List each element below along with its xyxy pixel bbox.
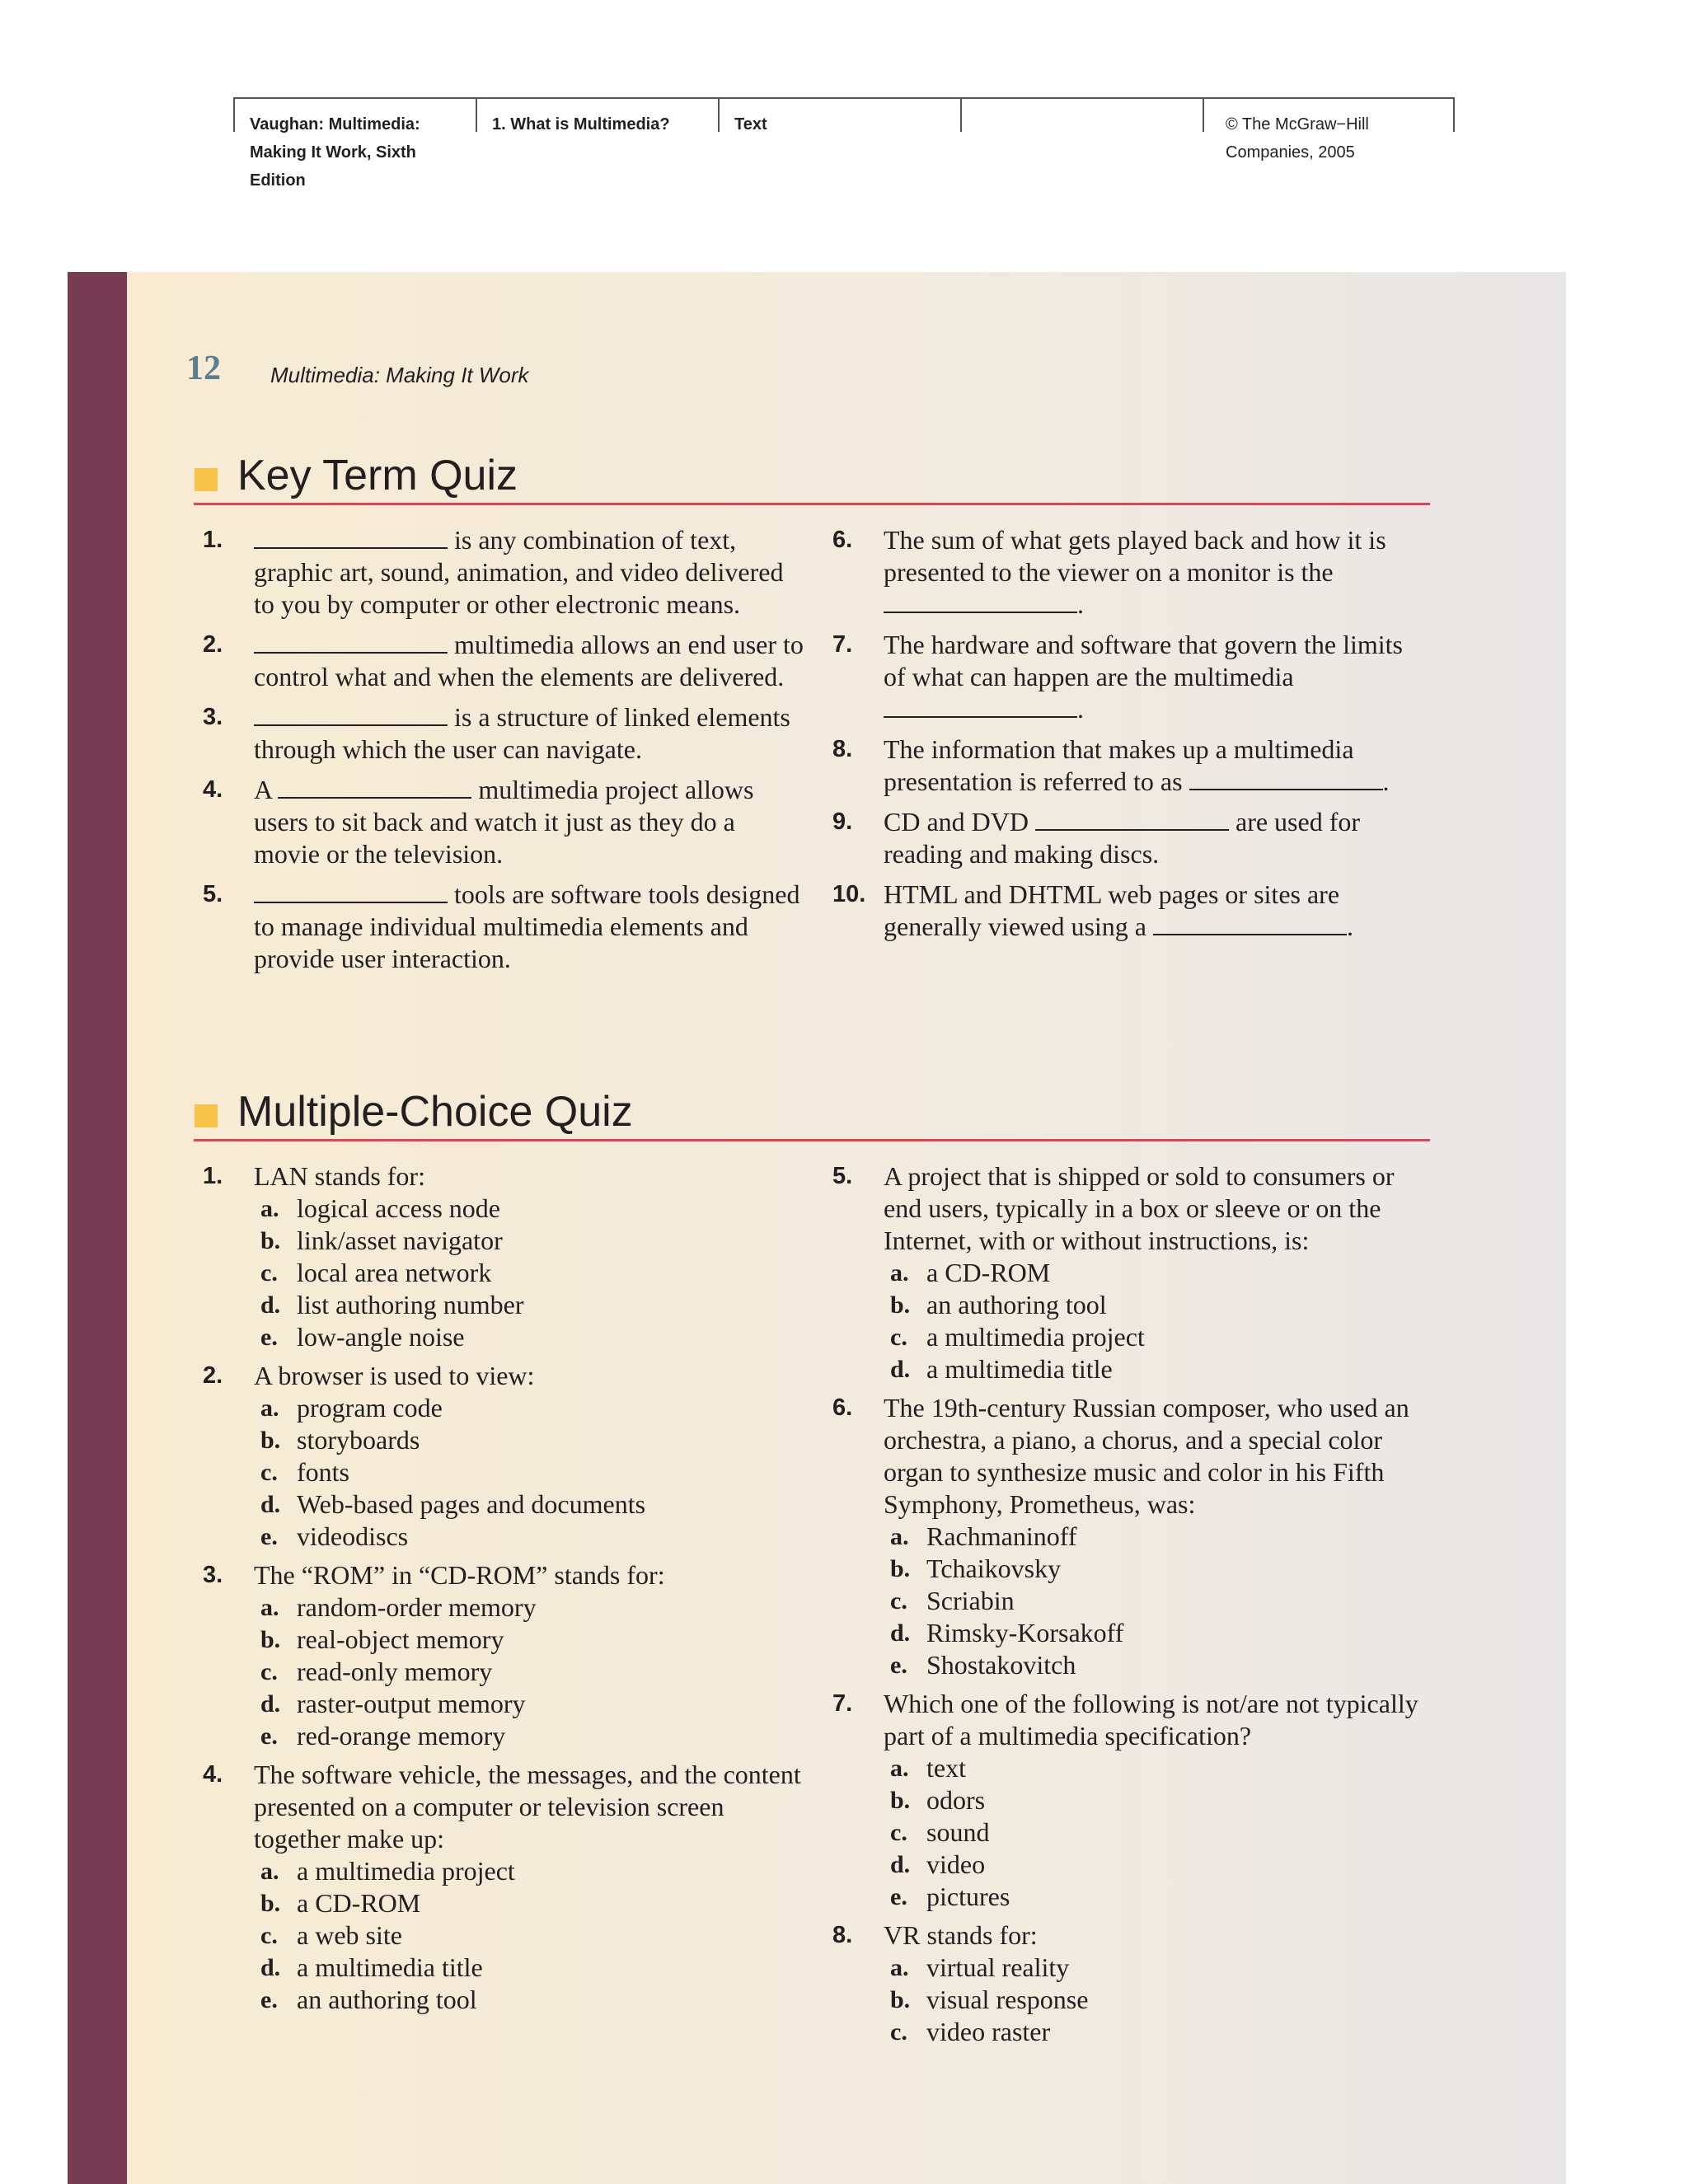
item-number: 10. [832,881,866,907]
option-letter: d. [260,1291,281,1319]
header-cell [233,99,235,132]
option-letter: c. [260,1658,278,1685]
item-number: 6. [832,527,853,553]
option-text: raster-output memory [297,1689,526,1718]
option-text: Shostakovitch [926,1650,1076,1680]
answer-option [254,1720,804,1752]
option-letter: c. [260,1459,278,1486]
answer-option [884,1257,1426,1289]
answer-blank [1153,911,1347,935]
question-stem: The “ROM” in “CD-ROM” stands for: [254,1560,665,1590]
item-number: 4. [203,776,223,803]
option-letter: e. [260,1986,278,2013]
key-term-item [832,524,1426,621]
item-text-before: HTML and DHTML web pages or sites are generally viewed using a [884,879,1340,941]
answer-option [254,1392,804,1424]
question-item [832,1160,1426,1385]
option-letter: b. [890,1986,911,2013]
answer-option [254,1656,804,1688]
answer-option [254,1257,804,1289]
answer-blank [1035,806,1229,831]
item-text-after: . [1077,694,1084,724]
item-text-before: The information that makes up a multimedia presentation is referred to as [884,734,1354,796]
answer-option [254,1855,804,1887]
item-number: 9. [832,808,853,835]
option-text: fonts [297,1457,349,1487]
header-copyright [1226,110,1369,166]
option-letter: b. [260,1427,281,1454]
item-text-before: A [254,775,279,804]
option-text: an authoring tool [297,1985,477,2014]
answer-option [884,1784,1426,1816]
option-letter: b. [890,1291,911,1319]
option-letter: b. [890,1555,911,1582]
header-book-line: Edition [250,171,306,190]
answer-blank [254,524,448,549]
key-term-item [203,701,804,766]
key-term-item [203,879,804,975]
question-item [203,1360,804,1553]
option-text: real-object memory [297,1624,504,1654]
option-text: an authoring tool [926,1290,1107,1319]
option-text: Rachmaninoff [926,1521,1077,1551]
option-text: odors [926,1785,986,1815]
option-letter: c. [890,2018,907,2046]
option-letter: a. [260,1195,279,1222]
answer-option [254,1488,804,1521]
header-section: Text [734,115,767,134]
question-item [832,1919,1426,2048]
key-term-item [832,733,1426,798]
answer-blank [278,774,471,799]
question-item [203,1759,804,2016]
multiple-choice-quiz-title: Multiple-Choice Quiz [237,1088,633,1136]
answer-option [254,1424,804,1456]
question-number: 8. [832,1922,853,1948]
answer-option [884,1521,1426,1553]
item-number: 2. [203,631,223,658]
running-head: Multimedia: Making It Work [270,363,529,387]
answer-blank [254,629,448,654]
section-rule [194,503,1430,505]
multiple-choice-column-left [203,1160,804,2022]
question-number: 4. [203,1761,223,1788]
option-text: a web site [297,1920,402,1950]
section-marker-icon [195,468,218,491]
question-number: 5. [832,1163,853,1189]
option-letter: e. [260,1324,278,1351]
option-letter: d. [260,1491,281,1518]
answer-option [254,1919,804,1952]
option-text: a multimedia project [297,1856,515,1886]
answer-option [884,1816,1426,1849]
key-term-column-right [832,524,1426,951]
option-text: pictures [926,1882,1010,1911]
answer-option [254,1591,804,1624]
answer-option [254,1952,804,1984]
option-letter: a. [260,1594,279,1621]
key-term-item [203,774,804,870]
answer-option [254,1193,804,1225]
answer-option [254,1688,804,1720]
option-text: logical access node [297,1193,500,1223]
item-number: 8. [832,736,853,762]
option-letter: e. [260,1523,278,1550]
question-number: 7. [832,1690,853,1717]
option-letter: a. [890,1954,909,1981]
option-letter: c. [260,1259,278,1286]
option-letter: a. [890,1259,909,1286]
answer-option [254,1225,804,1257]
answer-option [884,1553,1426,1585]
answer-option [884,1321,1426,1353]
option-text: visual response [926,1985,1089,2014]
answer-option [254,1624,804,1656]
option-text: a multimedia title [926,1354,1113,1384]
option-text: program code [297,1393,443,1422]
option-text: videodiscs [297,1521,409,1551]
option-letter: b. [890,1787,911,1814]
header-chapter: 1. What is Multimedia? [492,115,670,134]
question-item [203,1559,804,1752]
header-cell [718,99,720,132]
header-cell [960,99,962,132]
option-text: video [926,1849,986,1879]
item-text-after: is any combination of text, graphic art, sound, animation, and video delivered to you by computer or other electronic means. [254,525,784,619]
item-text-after: multimedia allows an end user to control what and when the elements are delivered. [254,630,804,691]
answer-option [884,1617,1426,1649]
question-item [832,1392,1426,1681]
item-number: 3. [203,704,223,730]
item-number: 5. [203,881,223,907]
header-copyright-line: © The McGraw−Hill [1226,115,1369,134]
answer-blank [884,693,1077,718]
header-cell [476,99,477,132]
answer-option [884,1984,1426,2016]
option-letter: a. [260,1858,279,1885]
answer-option [884,1649,1426,1681]
answer-option [884,1849,1426,1881]
item-text-after: multimedia project allows users to sit back and watch it just as they do a movie or the television. [254,775,754,869]
question-item [203,1160,804,1353]
option-text: read-only memory [297,1657,493,1686]
option-letter: a. [890,1755,909,1782]
option-letter: e. [890,1883,907,1910]
question-stem: LAN stands for: [254,1161,425,1191]
option-letter: c. [890,1819,907,1846]
multiple-choice-column-right [832,1160,1426,2055]
key-term-item [832,629,1426,725]
option-text: a multimedia project [926,1322,1145,1352]
question-stem: Which one of the following is not/are not typically part of a multimedia specification? [884,1689,1418,1750]
option-text: virtual reality [926,1952,1070,1982]
option-text: storyboards [297,1425,420,1455]
item-text-before: CD and DVD [884,807,1035,837]
question-item [832,1688,1426,1913]
key-term-quiz-title: Key Term Quiz [237,452,518,499]
option-text: random-order memory [297,1592,537,1622]
key-term-item [832,806,1426,870]
answer-option [884,1353,1426,1385]
option-letter: d. [260,1954,281,1981]
question-stem: The software vehicle, the messages, and the content presented on a computer or television screen together make up: [254,1760,801,1854]
header-book-line: Making It Work, Sixth [250,143,416,162]
answer-option [884,1289,1426,1321]
option-letter: d. [260,1690,281,1718]
option-letter: c. [260,1922,278,1949]
option-letter: e. [890,1652,907,1679]
option-text: Rimsky-Korsakoff [926,1618,1124,1647]
option-text: sound [926,1817,990,1847]
option-text: a CD-ROM [926,1258,1051,1287]
section-rule [194,1139,1430,1141]
option-text: Scriabin [926,1586,1015,1615]
option-letter: d. [890,1356,911,1383]
answer-option [254,1984,804,2016]
item-text-after: tools are software tools designed to manage individual multimedia elements and provide user interaction. [254,879,800,973]
option-text: local area network [297,1258,492,1287]
answer-option [884,2016,1426,2048]
option-text: red-orange memory [297,1721,506,1750]
item-text-after: are used for reading and making discs. [884,807,1361,869]
key-term-item [203,629,804,693]
option-letter: d. [890,1619,911,1647]
option-letter: c. [890,1324,907,1351]
answer-blank [254,701,448,726]
option-text: Tchaikovsky [926,1554,1062,1583]
option-text: list authoring number [297,1290,524,1319]
option-letter: c. [890,1587,907,1615]
header-cell [1453,99,1455,132]
item-text-after: . [1382,766,1390,796]
item-text-before: The sum of what gets played back and how it is presented to the viewer on a monitor is the [884,525,1386,587]
answer-option [884,1881,1426,1913]
question-stem: A project that is shipped or sold to consumers or end users, typically in a box or sleeve or on the Internet, with or without instructions, is: [884,1161,1395,1255]
option-text: a multimedia title [297,1952,483,1982]
option-text: Web-based pages and documents [297,1489,646,1519]
option-letter: a. [890,1523,909,1550]
option-text: low-angle noise [297,1322,465,1352]
section-marker-icon [195,1104,218,1127]
answer-blank [884,588,1077,613]
key-term-column-left [203,524,804,983]
option-text: video raster [926,2017,1051,2046]
question-number: 6. [832,1394,853,1421]
item-number: 7. [832,631,853,658]
option-text: text [926,1753,966,1783]
page-spine [68,272,127,2184]
header-book-line: Vaughan: Multimedia: [250,115,420,134]
page-number: 12 [186,349,221,387]
item-text-after: . [1077,589,1084,619]
option-letter: d. [890,1851,911,1878]
option-text: a CD-ROM [297,1888,421,1918]
answer-option [884,1752,1426,1784]
question-number: 3. [203,1562,223,1588]
option-letter: b. [260,1626,281,1653]
option-text: link/asset navigator [297,1226,503,1255]
question-number: 1. [203,1163,223,1189]
item-text-after: is a structure of linked elements through which the user can navigate. [254,702,790,764]
question-stem: The 19th-century Russian composer, who used an orchestra, a piano, a chorus, and a special color organ to synthesize music and color in his Fifth Symphony, Prometheus, was: [884,1393,1409,1519]
option-letter: a. [260,1394,279,1422]
question-number: 2. [203,1362,223,1389]
answer-option [254,1289,804,1321]
answer-option [254,1321,804,1353]
answer-option [884,1585,1426,1617]
item-text-after: . [1347,912,1353,941]
answer-option [254,1456,804,1488]
question-stem: A browser is used to view: [254,1361,535,1390]
option-letter: b. [260,1227,281,1254]
answer-option [254,1521,804,1553]
header-copyright-line: Companies, 2005 [1226,143,1355,162]
answer-blank [1189,766,1383,790]
key-term-item [832,879,1426,943]
answer-option [254,1887,804,1919]
answer-blank [254,879,448,903]
item-text-before: The hardware and software that govern the limits of what can happen are the multimedia [884,630,1403,691]
item-number: 1. [203,527,223,553]
answer-option [884,1952,1426,1984]
option-letter: e. [260,1722,278,1750]
key-term-item [203,524,804,621]
option-letter: b. [260,1890,281,1917]
header-cell [1203,99,1204,132]
question-stem: VR stands for: [884,1920,1038,1950]
header-book-title [250,110,420,194]
